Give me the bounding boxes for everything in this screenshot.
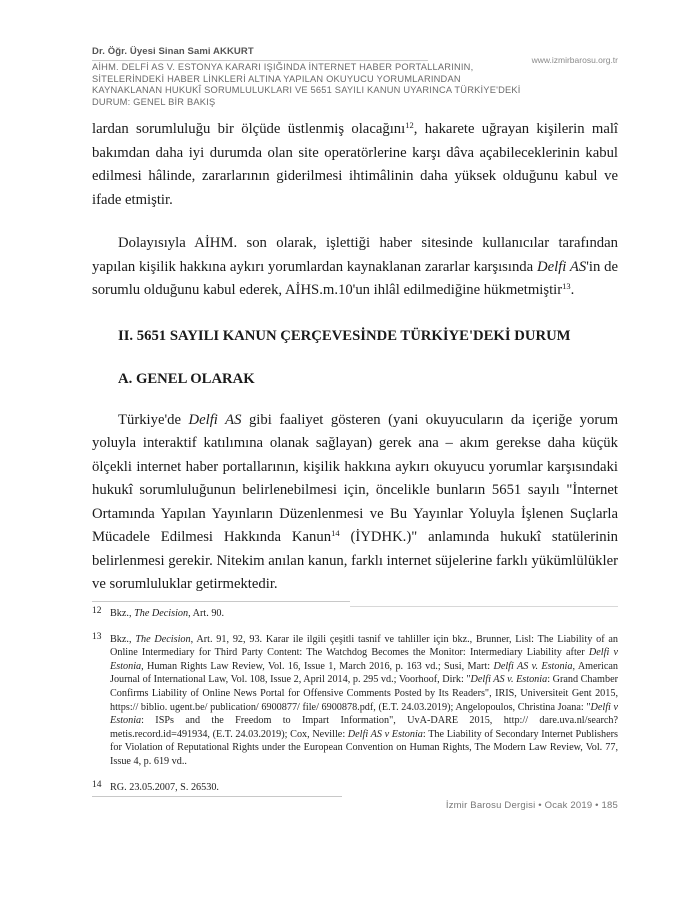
footnote-number: 13 bbox=[92, 631, 102, 642]
footnote-text-run: , Human Rights Law Review, Vol. 16, Issue 1, March 2016, p. 163 vd.; Susi, Mart: bbox=[141, 660, 494, 672]
paragraph-2 bbox=[92, 232, 618, 303]
body-text bbox=[92, 118, 618, 597]
footnote-text-run: , Art. 91, 92, 93. Karar ile ilgili çeşitli tasnif ve tahliller için bkz., Brunner, Lisl: The Liability of an Online Intermediary for Third Party Content: The Watchdog Becomes the Monitor: Intermediary Liability after bbox=[110, 633, 619, 659]
footnote-text-run: , American Journal of International Law, Vol. 108, Issue 2, April 2014, p. 295 vd.; Voorhoof, Dirk: " bbox=[110, 660, 618, 686]
footnote-ref-13: 13 bbox=[562, 281, 571, 291]
footnote-italic: Delfi v Estonia bbox=[110, 701, 618, 727]
paragraph-2-italic: Delfi AS bbox=[536, 258, 587, 275]
footnote-italic: Delfi AS v Estonia bbox=[347, 728, 423, 740]
footnote-text: Bkz., bbox=[110, 608, 135, 619]
footnotes bbox=[92, 607, 618, 794]
footnote-text: , Art. 90. bbox=[188, 608, 225, 619]
footnote-number: 14 bbox=[92, 779, 102, 790]
footnote-14 bbox=[92, 781, 618, 795]
footnote-number: 12 bbox=[92, 606, 102, 616]
footer-journal-info: İzmir Barosu Dergisi • Ocak 2019 • 185 bbox=[445, 800, 618, 811]
footer-divider bbox=[92, 796, 342, 797]
footnote-13 bbox=[92, 633, 618, 769]
subsection-heading: A. GENEL OLARAK bbox=[118, 371, 255, 387]
footnote-text-run: Bkz., bbox=[110, 633, 136, 645]
footnote-text-run: : Grand Chamber Confirms Liability of Online News Portal for Offensive Comments Posted by Its Readers", IRIS, Universiteit Gent 2015, https:// biblio. ugent.be/ publication/ 6900877/ file/ 6900878.pdf, (E.T. 24.03.2019); Angelopoulos, Christina Joana: " bbox=[110, 674, 618, 713]
footnote-italic: Delfi v Estonia bbox=[110, 647, 618, 672]
header-author: Dr. Öğr. Üyesi Sinan Sami AKKURT bbox=[92, 46, 254, 57]
paragraph-1-text-a: lardan sorumluluğu bir ölçüde üstlenmiş olacağını bbox=[92, 121, 406, 137]
section-heading: II. 5651 SAYILI KANUN ÇERÇEVESİNDE TÜRKİYE'DEKİ DURUM bbox=[118, 327, 571, 344]
header-running-title: AİHM. DELFİ AS V. ESTONYA KARARI IŞIĞINDA İNTERNET HABER PORTALLARININ, SİTELERİNDEKİ HABER LİNKLERİ ALTINA YAPILAN OKUYUCU YORUMLARINDAN KAYNAKLANAN HUKUKÎ SORUMLULUKLARI VE 5651 SAYILI KANUN UYARINCA TÜRKİYE'DEKİ DURUM: GENEL BİR BAKIŞ bbox=[92, 62, 521, 107]
paragraph-3-italic: Delfi AS bbox=[188, 411, 242, 428]
paragraph-3-text-b: gibi faaliyet gösteren (yani okuyucuların da içeriğe yorum yoluyla interaktif katılımına olanak sağlayan) gerek ana – akım gerekse daha küçük ölçekli internet haber portallarının, kişilik hakkına aykırı okuyucu yorumlar karşısındaki hukukî sorumluluğunun belirlenebilmesi için, öncelikle bunların 5651 sayılı "İnternet Ortamında Yapılan Yayınların Düzenlenmesi ve Bu Yayınlar Yoluyla İşlenen Suçlarla Mücadele Edilmesi Hakkında Kanun bbox=[92, 411, 618, 545]
footnote-text-run: : ISPs and the Freedom to Impart Information", UvA-DARE 2015, http:// dare.uva.nl/search?metis.record.id=491934, (E.T. 24.03.2019); Cox, Neville: bbox=[110, 715, 618, 740]
footnote-italic: The Decision bbox=[134, 608, 189, 619]
footnote-italic: The Decision bbox=[135, 633, 191, 645]
footnote-text: RG. 23.05.2007, S. 26530. bbox=[110, 781, 219, 793]
paragraph-2-text-a: Dolayısıyla AİHM. son olarak, işlettiği haber sitesinde kullanıcılar tarafından yapılan kişilik hakkına aykırı yorumlardan kaynaklanan zararlar karşısında bbox=[92, 235, 618, 275]
paragraph-1 bbox=[92, 118, 618, 212]
header-divider bbox=[92, 60, 428, 61]
paragraph-3 bbox=[92, 409, 618, 597]
paragraph-3-text-c: (İYDHK.)" anlamında hukukî statülerinin belirlenmesi gerekir. Nitekim anılan kanun, farklı internet süjelerine farklı yükümlülükler ve sorumluluklar getirmektedir. bbox=[92, 529, 618, 592]
paragraph-2-text-b: 'in de sorumlu olduğunu kabul ederek, AİHS.m.10'un ihlâl edilmediğine hükmetmiştir bbox=[92, 258, 618, 298]
header-url: www.izmirbarosu.org.tr bbox=[531, 55, 618, 65]
footnote-ref-12: 12 bbox=[405, 120, 414, 130]
paragraph-2-text-c: . bbox=[570, 282, 575, 298]
footnote-text-run: : The Liability of Secondary Internet Publishers for Violation of Reputational Rights under the European Convention on Human Rights, The Modern Law Review, Vol. 77, Issue 4, p. 619 vd.. bbox=[110, 728, 618, 767]
paragraph-3-text-a: Türkiye'de bbox=[118, 411, 189, 428]
footnote-text bbox=[110, 634, 618, 767]
paragraph-1-text-b: , hakarete uğrayan kişilerin malî bakımdan daha iyi durumda olan site operatörlerine karşı dâva açabileceklerinin kabul edilmesi hâlinde, zararlarının giderilmesi ihtimâlinin daha yüksek olduğunu kabul ve ifade etmiştir. bbox=[92, 121, 618, 208]
footnote-italic: Delfi AS v. Estonia bbox=[470, 674, 548, 686]
footnote-12 bbox=[92, 607, 618, 621]
footnote-italic: Delfi AS v. Estonia bbox=[493, 660, 573, 672]
footnote-divider bbox=[92, 601, 350, 602]
footnote-ref-14: 14 bbox=[331, 528, 340, 538]
